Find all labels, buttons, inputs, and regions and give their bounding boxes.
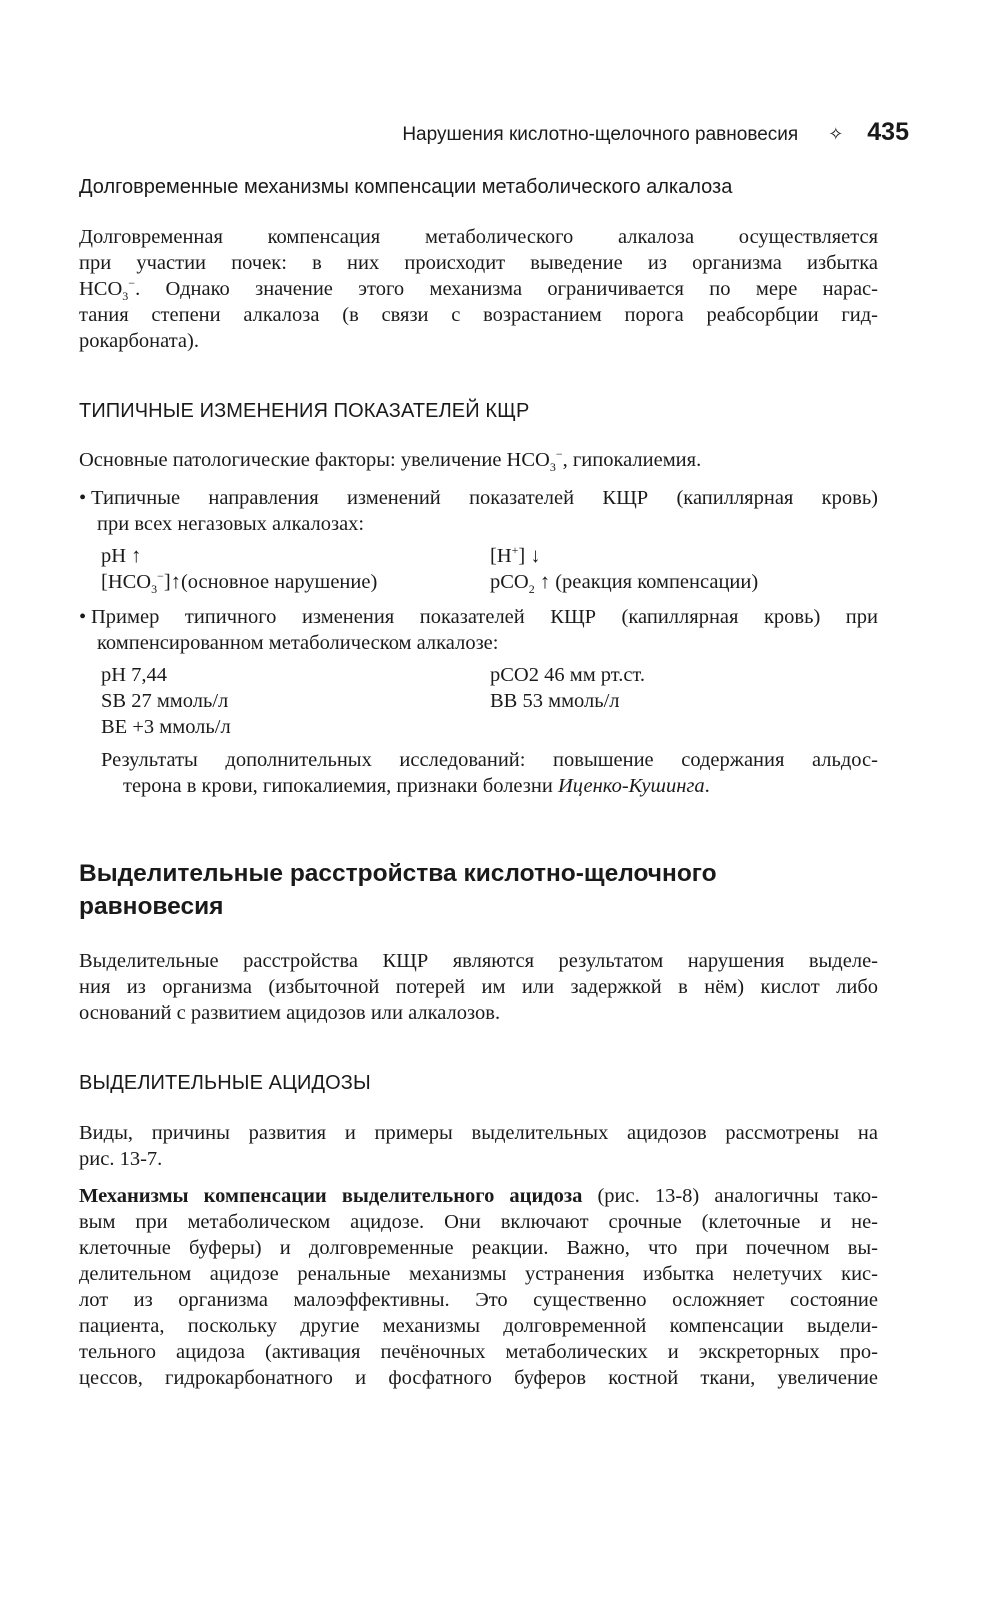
paragraph-main-factors [79,447,878,473]
text-line: рис. 13-7. [79,1148,163,1170]
bullet-typical-example [79,604,878,656]
indicator-pco2-up: pCO$_2$ ↑ (реакция компенсации) [490,571,759,597]
bullet-line: • Типичные направления изменений показателей КЩР (капиллярная кровь) [79,487,878,509]
text-line: вым при метаболическом ацидозе. Они включают срочные (клеточные и не- [79,1211,878,1233]
value-bb: BB 53 ммоль/л [490,690,620,712]
running-header [402,118,909,147]
page-number: 435 [867,118,909,146]
heading-excretory-acidosis: ВЫДЕЛИТЕЛЬНЫЕ АЦИДОЗЫ [79,1072,371,1094]
grid-row [101,688,645,714]
bullet-dot: • [79,487,87,509]
text-line: Механизмы компенсации выделительного ацидоза (рис. 13-8) аналогичны тако- [79,1185,878,1207]
text-line: терона в крови, гипокалиемия, признаки болезни Иценко-Кушинга. [123,775,710,797]
text-line: оснований с развитием ацидозов или алкалозов. [79,1002,501,1024]
bold-term: Механизмы компенсации выделительного ацидоза [79,1185,583,1207]
bullet-typical-directions [79,485,878,537]
text-line: Результаты дополнительных исследований: повышение содержания альдос- [101,749,878,771]
indicator-hco3-up: $[HCO_3^-]↑(основное$ нарушение) [101,569,378,597]
indicator-values-grid [101,662,645,740]
text-line: Выделительные расстройства КЩР являются результатом нарушения выделе- [79,950,878,972]
value-pco2: pCO2 46 мм рт.ст. [490,664,645,686]
indicator-h-down: [H+] ↓ [490,543,541,567]
text-line: $HCO_3^-$. Однако значение этого механизма ограничивается по мере нарас- [79,276,878,304]
text-line: лот из организма малоэффективны. Это существенно осложняет состояние [79,1289,878,1311]
bullet-line: • Пример типичного изменения показателей КЩР (капиллярная кровь) при [79,606,878,628]
text-line: при участии почек: в них происходит выведение из организма избытка [79,252,878,274]
text-line: клеточные буферы) и долговременные реакции. Важно, что при почечном вы- [79,1237,878,1259]
paragraph-excretory-disorders [79,948,878,1026]
text-line: делительном ацидозе ренальные механизмы устранения избытка нелетучих кис- [79,1263,878,1285]
grid-row [101,569,758,595]
diamond-ornament-icon: ✧ [828,124,844,144]
paragraph-compensation-mechanisms [79,1183,878,1391]
subheading-long-term-compensation: Долговременные механизмы компенсации метаболического алкалоза [79,176,733,198]
indicator-ph-up: pH ↑ [101,545,142,567]
running-title: Нарушения кислотно-щелочного равновесия [402,124,799,145]
text-line: цессов, гидрокарбонатного и фосфатного буферов костной ткани, увеличение [79,1367,878,1389]
paragraph-acidosis-types [79,1120,878,1172]
text-line: Основные патологические факторы: увеличение $HCO_3^-$, гипокалиемия. [79,447,702,475]
section-title-line: Выделительные расстройства кислотно-щелочного [79,860,717,887]
text-line: Виды, причины развития и примеры выделительных ацидозов рассмотрены на [79,1122,878,1144]
section-title-line: равновесия [79,893,224,920]
formula-hco3: $HCO_3^-$ [79,276,136,304]
paragraph-additional-results [101,747,878,799]
text-line: тельного ацидоза (активация печёночных метаболических и экскреторных про- [79,1341,878,1363]
text-line: рокарбоната). [79,330,199,352]
value-ph: pH 7,44 [101,664,168,686]
text-line: тания степени алкалоза (в связи с возрастанием порога реабсорбции гид- [79,304,878,326]
grid-row [101,714,645,740]
paragraph-long-term-compensation [79,224,878,354]
section-title-excretory-disorders [79,857,717,923]
text-line: Долговременная компенсация метаболического алкалоза осуществляется [79,226,878,248]
value-be: BE +3 ммоль/л [101,716,231,738]
indicator-directions-grid [101,543,758,595]
grid-row [101,543,758,569]
disease-name: Иценко-Кушинга [557,775,705,797]
bullet-line: компенсированном метаболическом алкалозе: [97,632,499,654]
value-sb: SB 27 ммоль/л [101,690,229,712]
bullet-line: при всех негазовых алкалозах: [97,513,365,535]
bullet-dot: • [79,606,87,628]
text-line: пациента, поскольку другие механизмы долговременной компенсации выдели- [79,1315,878,1337]
heading-typical-changes: ТИПИЧНЫЕ ИЗМЕНЕНИЯ ПОКАЗАТЕЛЕЙ КЩР [79,400,530,422]
grid-row [101,662,645,688]
text-line: ния из организма (избыточной потерей им или задержкой в нём) кислот либо [79,976,878,998]
